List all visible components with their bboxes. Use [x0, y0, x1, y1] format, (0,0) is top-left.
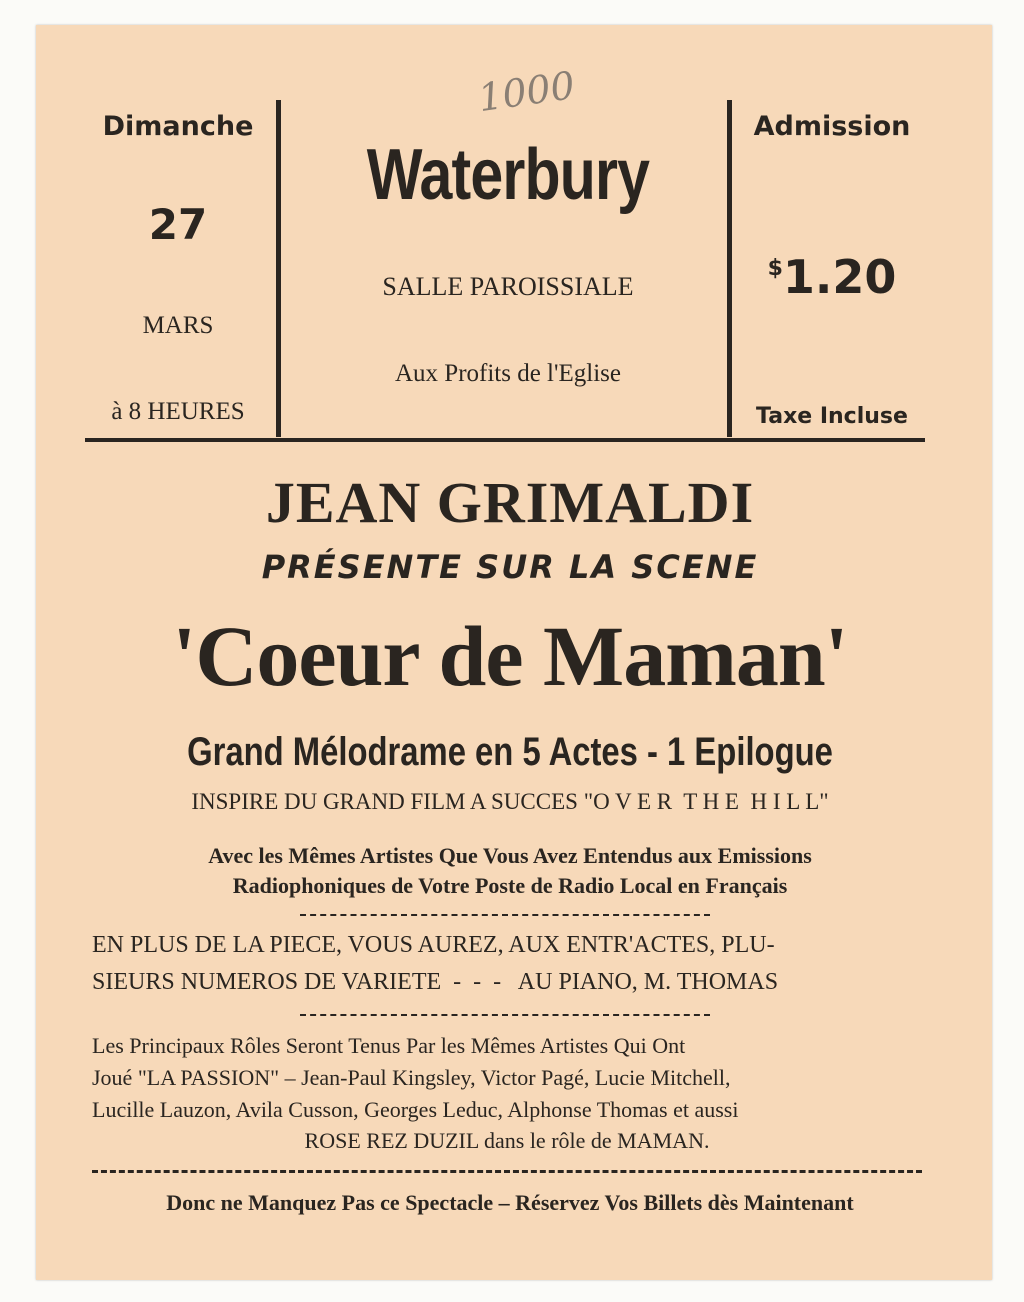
handwritten-note: 1000: [475, 63, 578, 121]
variety-line-2: SIEURS NUMEROS DE VARIETE - - - AU PIANO, M. THOMAS: [92, 969, 779, 995]
cast-line-2: Joué "LA PASSION" – Jean-Paul Kingsley, Victor Pagé, Lucie Mitchell,: [92, 1065, 731, 1090]
admission-price: [742, 250, 922, 304]
dashed-separator-3: [92, 1170, 922, 1173]
venue-label: SALLE PAROISSIALE: [382, 272, 634, 301]
currency-symbol: $: [767, 256, 783, 281]
price-value: 1.20: [782, 250, 897, 304]
header-bottom-rule: [85, 438, 925, 442]
city-title: Waterbury: [366, 135, 650, 215]
benefit-label: Aux Profits de l'Eglise: [394, 360, 621, 387]
radio-line-1: Avec les Mêmes Artistes Que Vous Avez Entendus aux Emissions: [208, 843, 812, 868]
radio-line-2: Radiophoniques de Votre Poste de Radio Local en Français: [232, 873, 788, 898]
admission-label: Admission: [753, 111, 911, 142]
tax-label: Taxe Incluse: [756, 404, 908, 429]
month-label: MARS: [142, 312, 214, 339]
presenter-name: JEAN GRIMALDI: [265, 470, 755, 535]
closing-line: Donc ne Manquez Pas ce Spectacle – Réservez Vos Billets dès Maintenant: [166, 1190, 854, 1215]
variety-line-1: EN PLUS DE LA PIECE, VOUS AUREZ, AUX ENTR'ACTES, PLU-: [92, 932, 775, 958]
dashed-separator-1: [300, 914, 710, 916]
date-number: 27: [148, 200, 208, 249]
right-divider: [727, 100, 732, 437]
cast-line-4: ROSE REZ DUZIL dans le rôle de MAMAN.: [304, 1128, 710, 1153]
left-divider: [276, 100, 281, 437]
time-label: à 8 HEURES: [111, 398, 245, 425]
genre-line: Grand Mélodrame en 5 Actes - 1 Epilogue: [187, 730, 833, 774]
show-title: 'Coeur de Maman': [172, 608, 848, 704]
inspired-line: INSPIRE DU GRAND FILM A SUCCES "O V E R T H E H I L L": [191, 789, 829, 814]
cast-line-1: Les Principaux Rôles Seront Tenus Par les Mêmes Artistes Qui Ont: [92, 1033, 686, 1058]
cast-line-3: Lucille Lauzon, Avila Cusson, Georges Leduc, Alphonse Thomas et aussi: [92, 1097, 739, 1122]
day-label: Dimanche: [102, 111, 254, 142]
dashed-separator-2: [300, 1014, 710, 1016]
presents-label: PRÉSENTE SUR LA SCENE: [261, 548, 759, 586]
